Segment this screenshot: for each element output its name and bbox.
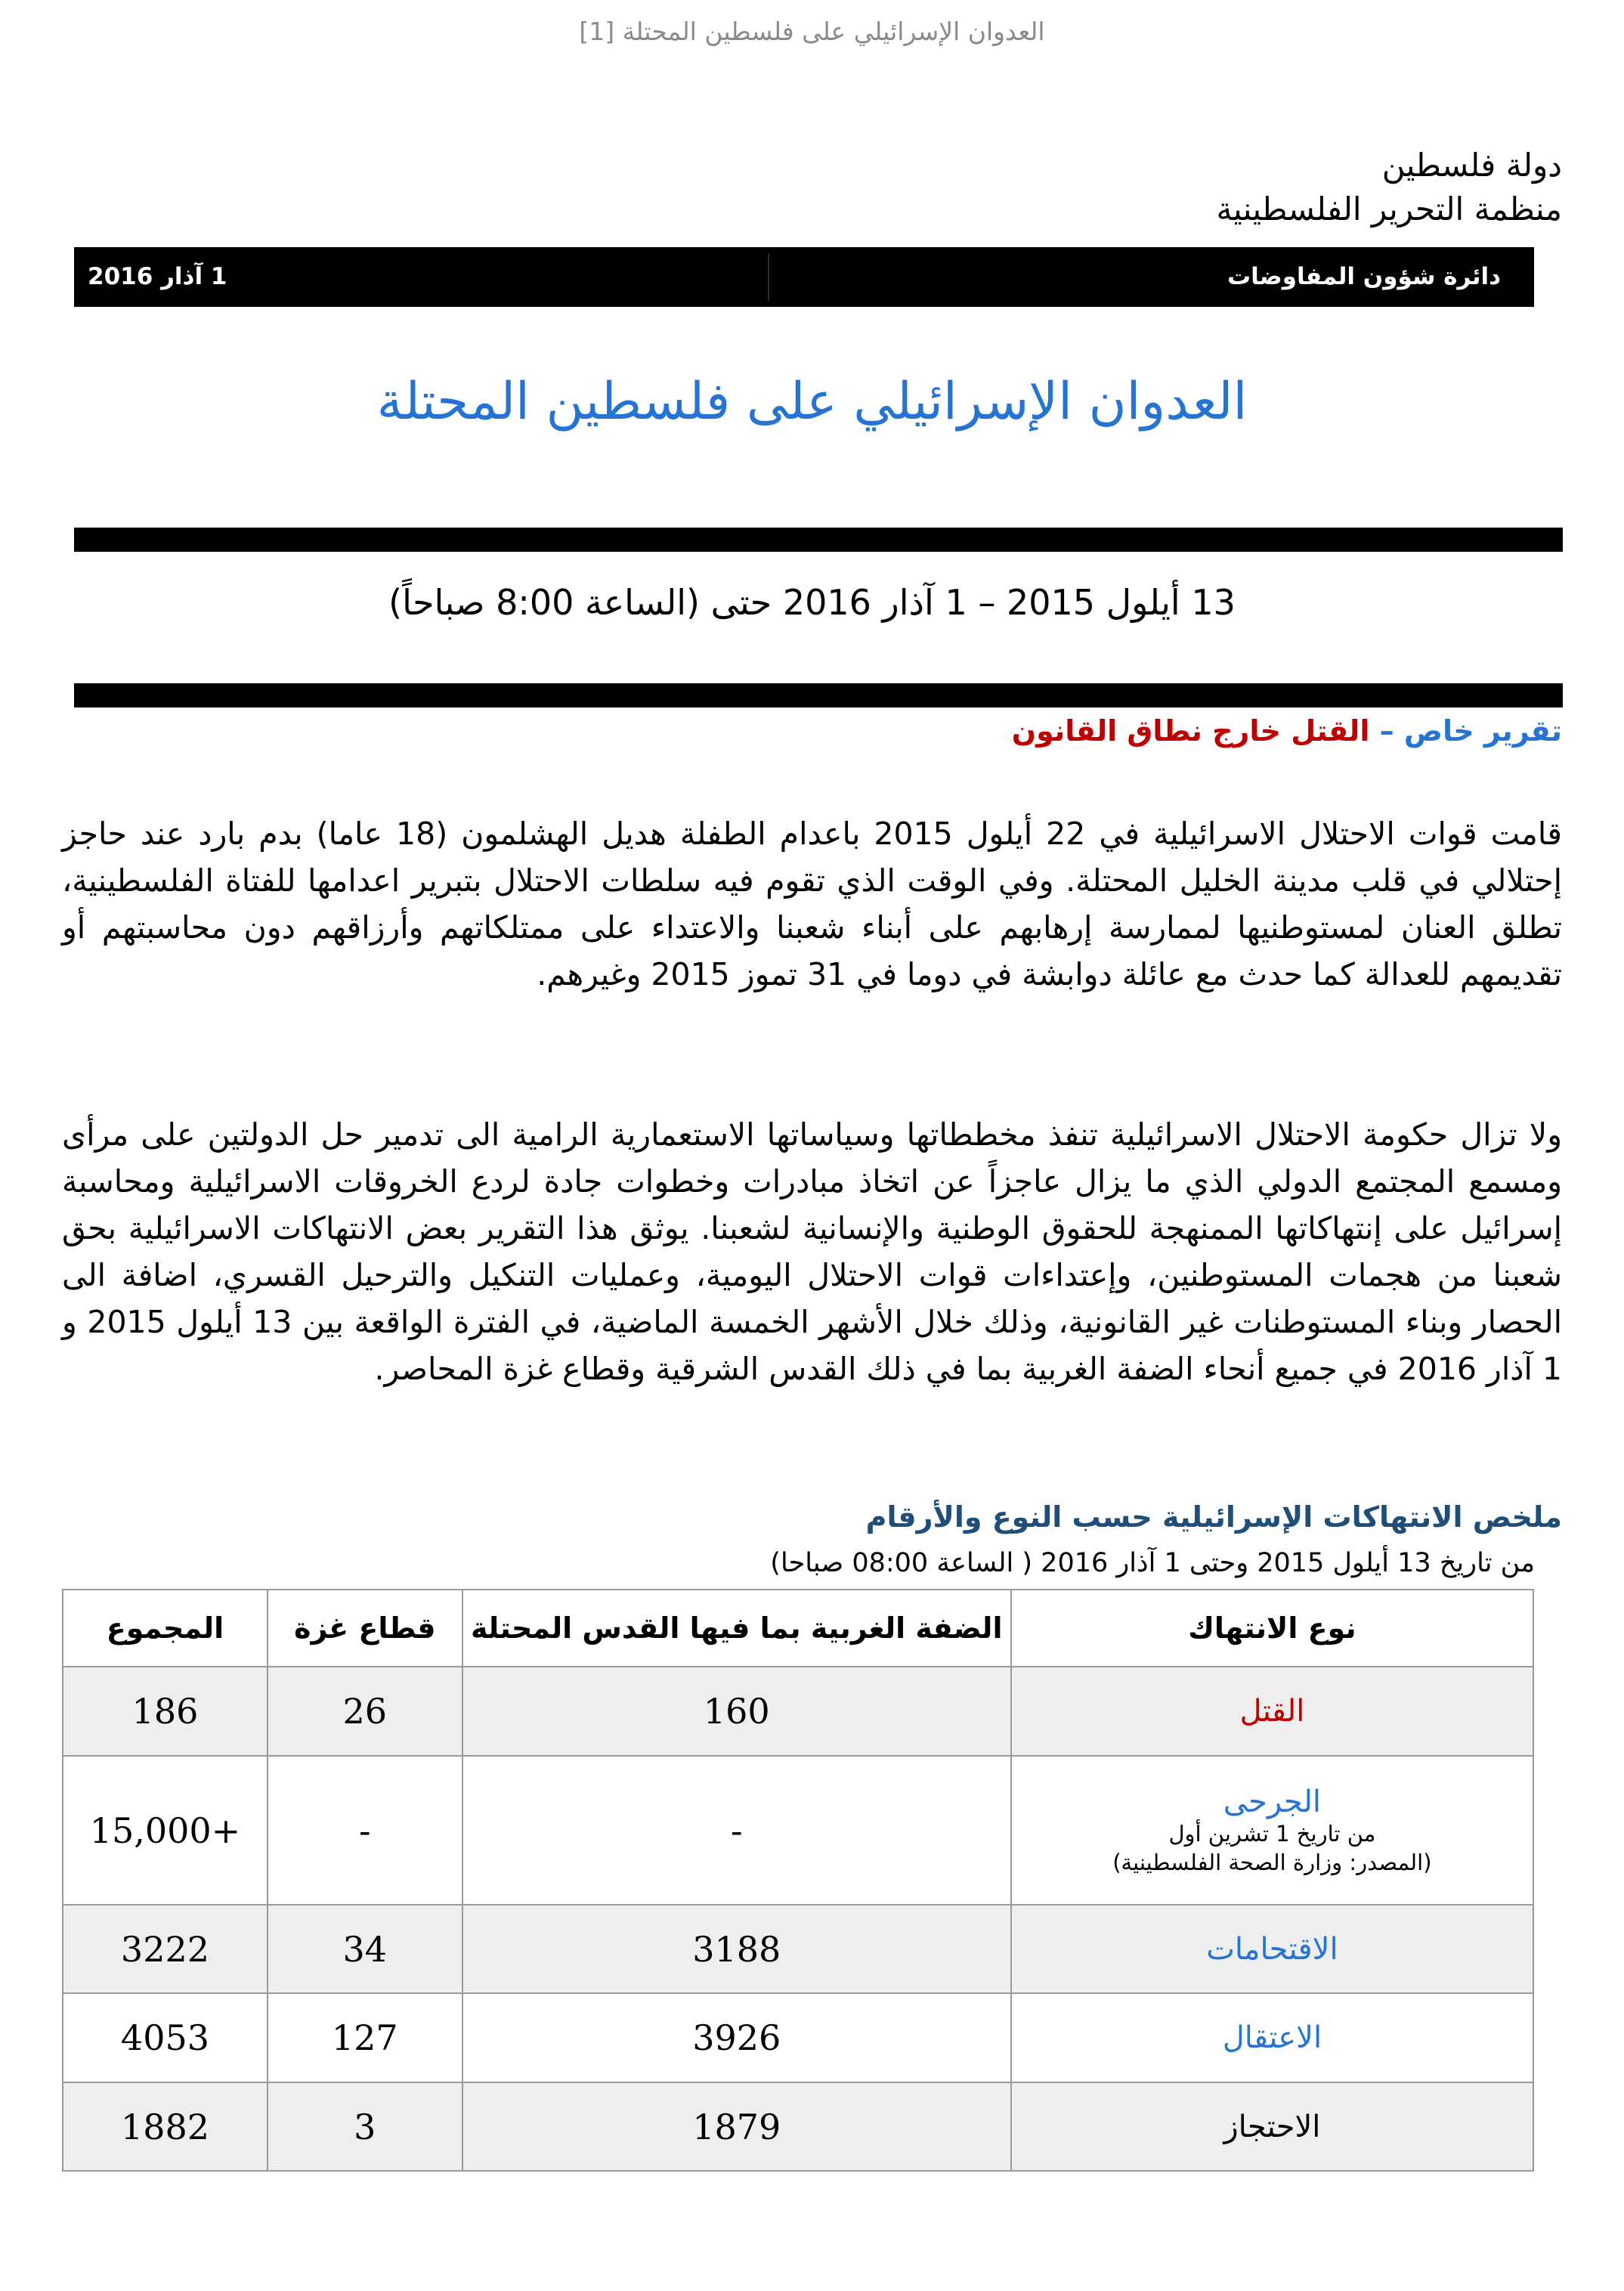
cell-west-bank: -	[462, 1756, 1011, 1905]
cell-total: +15,000	[63, 1756, 268, 1905]
table-row	[63, 1993, 1533, 2082]
header-west-bank: الضفة الغربية بما فيها القدس المحتلة	[462, 1590, 1011, 1667]
running-header: العدوان الإسرائيلي على فلسطين المحتلة [1]	[579, 17, 1045, 46]
table-row	[63, 2082, 1533, 2171]
special-report-prefix: تقرير خاص –	[1379, 714, 1562, 748]
summary-subtitle: من تاريخ 13 أيلول 2015 وحتى 1 آذار 2016 ( الساعة 08:00 صباحا)	[770, 1548, 1535, 1578]
department-bar	[74, 247, 1534, 307]
cell-gaza: 34	[268, 1905, 462, 1993]
row-label-killed: القتل	[1011, 1667, 1533, 1756]
table-row	[63, 1667, 1533, 1756]
row-label-raids: الاقتحامات	[1011, 1905, 1533, 1993]
report-date: 1 آذار 2016	[88, 263, 227, 290]
bar-divider	[768, 253, 769, 301]
summary-title: ملخص الانتهاكات الإسرائيلية حسب النوع والأرقام	[865, 1500, 1562, 1534]
cell-west-bank: 3188	[462, 1905, 1011, 1993]
cell-gaza: 26	[268, 1667, 462, 1756]
org-line-plo: منظمة التحرير الفلسطينية	[1216, 190, 1562, 228]
header-type: نوع الانتهاك	[1011, 1590, 1533, 1667]
cell-gaza: 127	[268, 1993, 462, 2082]
paragraph-violations: ولا تزال حكومة الاحتلال الاسرائيلية تنفذ مخططاتها وسياساتها الاستعمارية الرامية الى تدمير حل الدولتين على مرأى ومسمع المجتمع الدولي الذي ما يزال عاجزاً عن اتخاذ مبادرات وخطوات جادة لردع الخروقات الاسرائيلية ومحاسبة إسرائيل على إنتهاكاتها الممنهجة للحقوق الوطنية والإنسانية لشعبنا. يوثق هذا التقرير بعض الانتهاكات الاسرائيلية بحق شعبنا من هجمات المستوطنين، وإعتداءات قوات الاحتلال اليومية، وعمليات التنكيل والترحيل القسري، اضافة الى الحصار وبناء المستوطنات غير القانونية، وذلك خلال الأشهر الخمسة الماضية، في الفترة الواقعة بين 13 أيلول 2015 و 1 آذار 2016 في جميع أنحاء الضفة الغربية بما في ذلك القدس الشرقية وقطاع غزة المحاصر.	[62, 1116, 1562, 1387]
top-divider-rule	[74, 528, 1563, 552]
special-report-topic: القتل خارج نطاق القانون	[1011, 714, 1370, 748]
table-row	[63, 1756, 1533, 1905]
row-label-injured-cell	[1011, 1756, 1533, 1905]
special-report-heading	[1012, 714, 1562, 748]
row-label-detention: الاحتجاز	[1011, 2082, 1533, 2171]
org-line-state: دولة فلسطين	[1381, 147, 1562, 184]
injured-source-note: (المصدر: وزارة الصحة الفلسطينية)	[1112, 1849, 1432, 1875]
cell-total: 186	[63, 1667, 268, 1756]
header-gaza: قطاع غزة	[268, 1590, 462, 1667]
cell-west-bank: 3926	[462, 1993, 1011, 2082]
table-header-row	[63, 1590, 1533, 1667]
violations-table	[62, 1589, 1534, 2172]
cell-total: 4053	[63, 1993, 268, 2082]
page-title: العدوان الإسرائيلي على فلسطين المحتلة	[376, 372, 1248, 432]
organization-block	[1217, 144, 1563, 231]
department-name: دائرة شؤون المفاوضات	[1227, 263, 1501, 290]
cell-west-bank: 160	[462, 1667, 1011, 1756]
injured-date-note: من تاريخ 1 تشرين أول	[1168, 1820, 1376, 1847]
paragraph-execution: قامت قوات الاحتلال الاسرائيلية في 22 أيلول 2015 باعدام الطفلة هديل الهشلمون (18 عاما) بدم بارد عند حاجز إحتلالي في قلب مدينة الخليل المحتلة. وفي الوقت الذي تقوم فيه سلطات الاحتلال بتبرير اعدامها للفتاة الفلسطينية، تطلق العنان لمستوطنيها لممارسة إرهابهم على أبناء شعبنا والاعتداء على ممتلكاتهم وأرزاقهم دون محاسبتهم أو تقديمهم للعدالة كما حدث مع عائلة دوابشة في دوما في 31 تموز 2015 وغيرهم.	[62, 816, 1562, 992]
table-row	[63, 1905, 1533, 1993]
bottom-divider-rule	[74, 683, 1563, 707]
cell-gaza: 3	[268, 2082, 462, 2171]
row-label-arrests: الاعتقال	[1011, 1993, 1533, 2082]
cell-west-bank: 1879	[462, 2082, 1011, 2171]
row-label-injured: الجرحى	[1223, 1784, 1322, 1819]
header-total: المجموع	[63, 1590, 268, 1667]
cell-total: 1882	[63, 2082, 268, 2171]
cell-gaza: -	[268, 1756, 462, 1905]
cell-total: 3222	[63, 1905, 268, 1993]
date-range: 13 أيلول 2015 – 1 آذار 2016 حتى (الساعة 8:00 صباحاً)	[388, 582, 1236, 623]
